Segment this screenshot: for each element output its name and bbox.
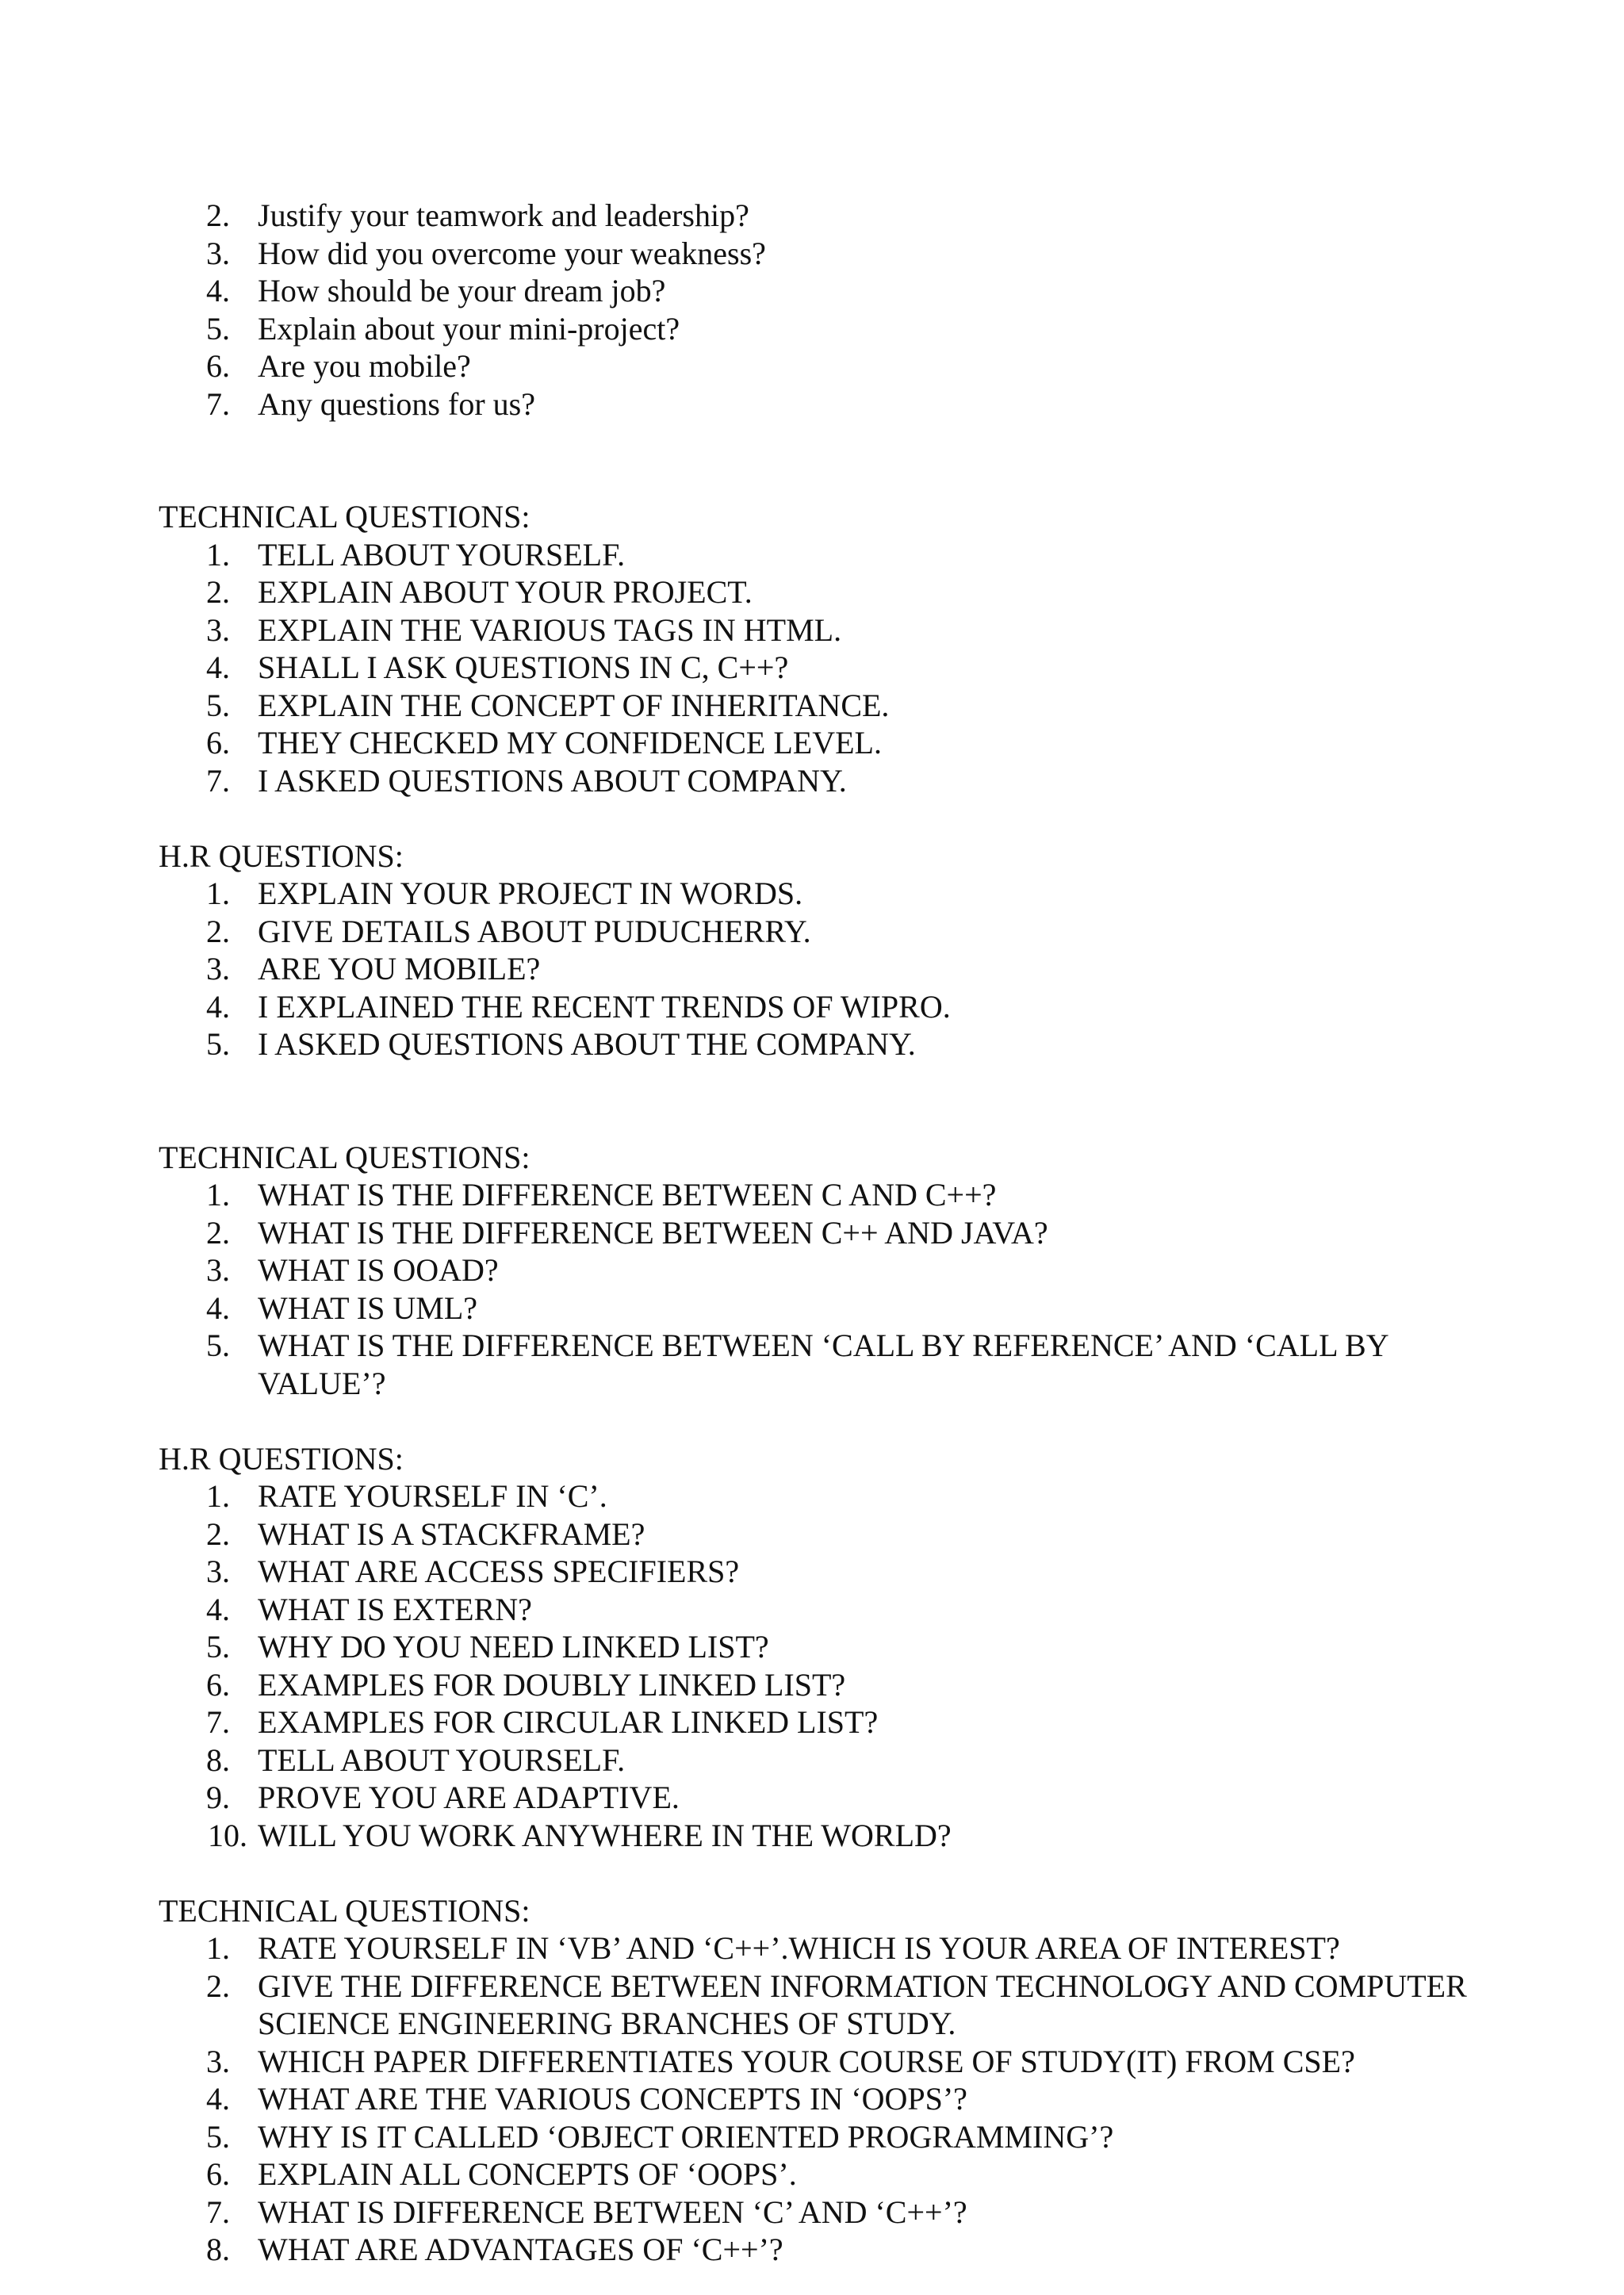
item-number: 7.: [206, 762, 230, 799]
item-number: 7.: [206, 1704, 230, 1740]
hr-questions-section-1: [159, 837, 1475, 1063]
item-text: WHAT IS A STACKFRAME?: [258, 1515, 645, 1552]
item-text: WHAT IS THE DIFFERENCE BETWEEN C++ AND JAVA?: [258, 1214, 1048, 1251]
technical-questions-section-2: [159, 1139, 1475, 1403]
question-list: [159, 536, 1475, 800]
document-content: [159, 197, 1475, 2269]
section-heading: TECHNICAL QUESTIONS:: [159, 1139, 530, 1175]
technical-questions-section-3: [159, 1892, 1475, 2269]
list-item: [159, 1967, 1475, 2043]
item-text: WHY IS IT CALLED ‘OBJECT ORIENTED PROGRAMMING’?: [258, 2118, 1114, 2155]
item-text: I EXPLAINED THE RECENT TRENDS OF WIPRO.: [258, 988, 951, 1025]
list-item: [159, 1817, 1475, 1855]
list-item: [159, 235, 1475, 273]
item-text: PROVE YOU ARE ADAPTIVE.: [258, 1780, 680, 1815]
item-text: Any questions for us?: [258, 385, 535, 422]
list-item: [159, 724, 1475, 762]
item-number: 6.: [206, 348, 230, 384]
list-item: [159, 536, 1475, 574]
list-item: [159, 611, 1475, 649]
list-item: [159, 762, 1475, 800]
item-number: 6.: [206, 2156, 230, 2192]
item-text: ARE YOU MOBILE?: [258, 951, 541, 987]
item-text: EXPLAIN THE VARIOUS TAGS IN HTML.: [258, 611, 842, 648]
item-text: WHAT IS OOAD?: [258, 1252, 499, 1288]
item-number: 5.: [206, 1026, 230, 1062]
list-item: [159, 347, 1475, 385]
item-number: 2.: [206, 574, 230, 610]
item-text: GIVE THE DIFFERENCE BETWEEN INFORMATION TECHNOLOGY AND COMPUTER SCIENCE ENGINEERING BRANCHES OF STUDY.: [258, 1967, 1467, 2041]
section-heading: TECHNICAL QUESTIONS:: [159, 1892, 530, 1929]
list-item: [159, 1591, 1475, 1629]
item-text: WHAT IS UML?: [258, 1289, 478, 1326]
item-number: 1.: [206, 875, 230, 911]
item-number: 2.: [206, 1214, 230, 1251]
item-number: 2.: [206, 1967, 230, 2004]
item-number: 4.: [206, 2081, 230, 2117]
item-number: 3.: [206, 1252, 230, 1288]
item-number: 3.: [206, 2043, 230, 2079]
list-item: [159, 1327, 1475, 1402]
item-number: 6.: [206, 1666, 230, 1703]
item-text: EXAMPLES FOR DOUBLY LINKED LIST?: [258, 1666, 846, 1703]
intro-question-section: [159, 197, 1475, 423]
item-text: Justify your teamwork and leadership?: [258, 197, 749, 233]
item-number: 1.: [206, 1478, 230, 1514]
question-list: [159, 1929, 1475, 2269]
item-number: 7.: [206, 385, 230, 422]
item-number: 8.: [206, 2232, 230, 2267]
item-text: EXPLAIN YOUR PROJECT IN WORDS.: [258, 875, 803, 911]
item-text: TELL ABOUT YOURSELF.: [258, 1741, 626, 1778]
item-number: 3.: [206, 1554, 230, 1589]
spacer: [159, 1402, 1475, 1440]
list-item: [159, 2118, 1475, 2156]
item-text: WHAT IS THE DIFFERENCE BETWEEN C AND C++?: [258, 1177, 997, 1213]
list-item: [159, 272, 1475, 310]
list-item: [159, 1741, 1475, 1780]
item-number: 4.: [206, 988, 230, 1025]
hr-questions-section-2: [159, 1440, 1475, 1855]
item-text: GIVE DETAILS ABOUT PUDUCHERRY.: [258, 913, 811, 949]
list-item: [159, 1929, 1475, 1967]
item-number: 5.: [206, 1629, 230, 1665]
item-number: 3.: [206, 611, 230, 648]
list-item: [159, 2080, 1475, 2118]
item-number: 3.: [206, 235, 230, 271]
list-item: [159, 2155, 1475, 2193]
list-item: [159, 1251, 1475, 1289]
item-text: TELL ABOUT YOURSELF.: [258, 536, 626, 573]
list-item: [159, 2193, 1475, 2232]
item-text: I ASKED QUESTIONS ABOUT THE COMPANY.: [258, 1026, 916, 1062]
item-text: WHAT ARE THE VARIOUS CONCEPTS IN ‘OOPS’?: [258, 2081, 967, 2117]
item-text: I ASKED QUESTIONS ABOUT COMPANY.: [258, 762, 847, 799]
item-number: 5.: [206, 2118, 230, 2155]
section-heading: TECHNICAL QUESTIONS:: [159, 499, 530, 534]
spacer: [159, 1063, 1475, 1139]
item-number: 2.: [206, 913, 230, 949]
technical-questions-section-1: [159, 498, 1475, 799]
list-item: [159, 1666, 1475, 1704]
item-number: 4.: [206, 1591, 230, 1627]
item-number: 5.: [206, 310, 230, 347]
list-item: [159, 988, 1475, 1026]
item-number: 2.: [206, 197, 230, 233]
item-text: RATE YOURSELF IN ‘VB’ AND ‘C++’.WHICH IS YOUR AREA OF INTEREST?: [258, 1930, 1340, 1966]
item-number: 4.: [206, 273, 230, 308]
item-text: WHAT IS DIFFERENCE BETWEEN ‘C’ AND ‘C++’?: [258, 2193, 967, 2230]
item-text: EXAMPLES FOR CIRCULAR LINKED LIST?: [258, 1704, 879, 1740]
item-number: 1.: [206, 1930, 230, 1966]
item-number: 5.: [206, 1328, 230, 1363]
item-text: WHAT IS EXTERN?: [258, 1591, 532, 1627]
list-item: [159, 1176, 1475, 1214]
item-text: WILL YOU WORK ANYWHERE IN THE WORLD?: [258, 1817, 952, 1853]
question-list: [159, 875, 1475, 1063]
item-text: SHALL I ASK QUESTIONS IN C, C++?: [258, 649, 789, 685]
list-item: [159, 1553, 1475, 1591]
list-item: [159, 1025, 1475, 1063]
list-item: [159, 310, 1475, 348]
list-item: [159, 2043, 1475, 2081]
item-text: THEY CHECKED MY CONFIDENCE LEVEL.: [258, 725, 882, 761]
list-item: [159, 2231, 1475, 2269]
item-number: 1.: [206, 1177, 230, 1213]
question-list: [159, 1477, 1475, 1854]
list-item: [159, 1628, 1475, 1666]
intro-question-list: [159, 197, 1475, 423]
list-item: [159, 1477, 1475, 1515]
item-text: Explain about your mini-project?: [258, 310, 680, 347]
list-item: [159, 1779, 1475, 1817]
item-number: 3.: [206, 951, 230, 987]
list-item: [159, 1289, 1475, 1328]
item-number: 7.: [206, 2193, 230, 2230]
item-number: 4.: [206, 1289, 230, 1326]
list-item: [159, 950, 1475, 988]
item-number: 4.: [206, 649, 230, 685]
list-item: [159, 875, 1475, 913]
list-item: [159, 649, 1475, 687]
item-number: 9.: [206, 1780, 230, 1815]
list-item: [159, 687, 1475, 725]
list-item: [159, 573, 1475, 611]
question-list: [159, 1176, 1475, 1402]
list-item: [159, 1703, 1475, 1741]
item-text: WHAT ARE ADVANTAGES OF ‘C++’?: [258, 2232, 783, 2267]
list-item: [159, 197, 1475, 235]
item-number: 6.: [206, 725, 230, 761]
list-item: [159, 385, 1475, 423]
section-heading: H.R QUESTIONS:: [159, 837, 404, 874]
item-text: EXPLAIN ALL CONCEPTS OF ‘OOPS’.: [258, 2156, 797, 2192]
item-text: WHICH PAPER DIFFERENTIATES YOUR COURSE OF STUDY(IT) FROM CSE?: [258, 2043, 1355, 2079]
item-text: How should be your dream job?: [258, 273, 666, 308]
item-text: EXPLAIN THE CONCEPT OF INHERITANCE.: [258, 687, 890, 723]
list-item: [159, 1515, 1475, 1554]
item-text: EXPLAIN ABOUT YOUR PROJECT.: [258, 574, 753, 610]
item-text: WHAT ARE ACCESS SPECIFIERS?: [258, 1554, 740, 1589]
item-text: WHAT IS THE DIFFERENCE BETWEEN ‘CALL BY REFERENCE’ AND ‘CALL BY VALUE’?: [258, 1328, 1388, 1401]
item-text: Are you mobile?: [258, 348, 471, 384]
item-number: 10.: [208, 1817, 247, 1853]
item-text: RATE YOURSELF IN ‘C’.: [258, 1478, 607, 1514]
item-text: WHY DO YOU NEED LINKED LIST?: [258, 1629, 769, 1665]
item-number: 5.: [206, 687, 230, 723]
spacer: [159, 799, 1475, 837]
item-text: How did you overcome your weakness?: [258, 235, 766, 271]
spacer: [159, 423, 1475, 498]
item-number: 2.: [206, 1515, 230, 1552]
list-item: [159, 1214, 1475, 1252]
section-heading: H.R QUESTIONS:: [159, 1440, 404, 1477]
item-number: 8.: [206, 1741, 230, 1778]
list-item: [159, 913, 1475, 951]
item-number: 1.: [206, 536, 230, 573]
spacer: [159, 1854, 1475, 1892]
